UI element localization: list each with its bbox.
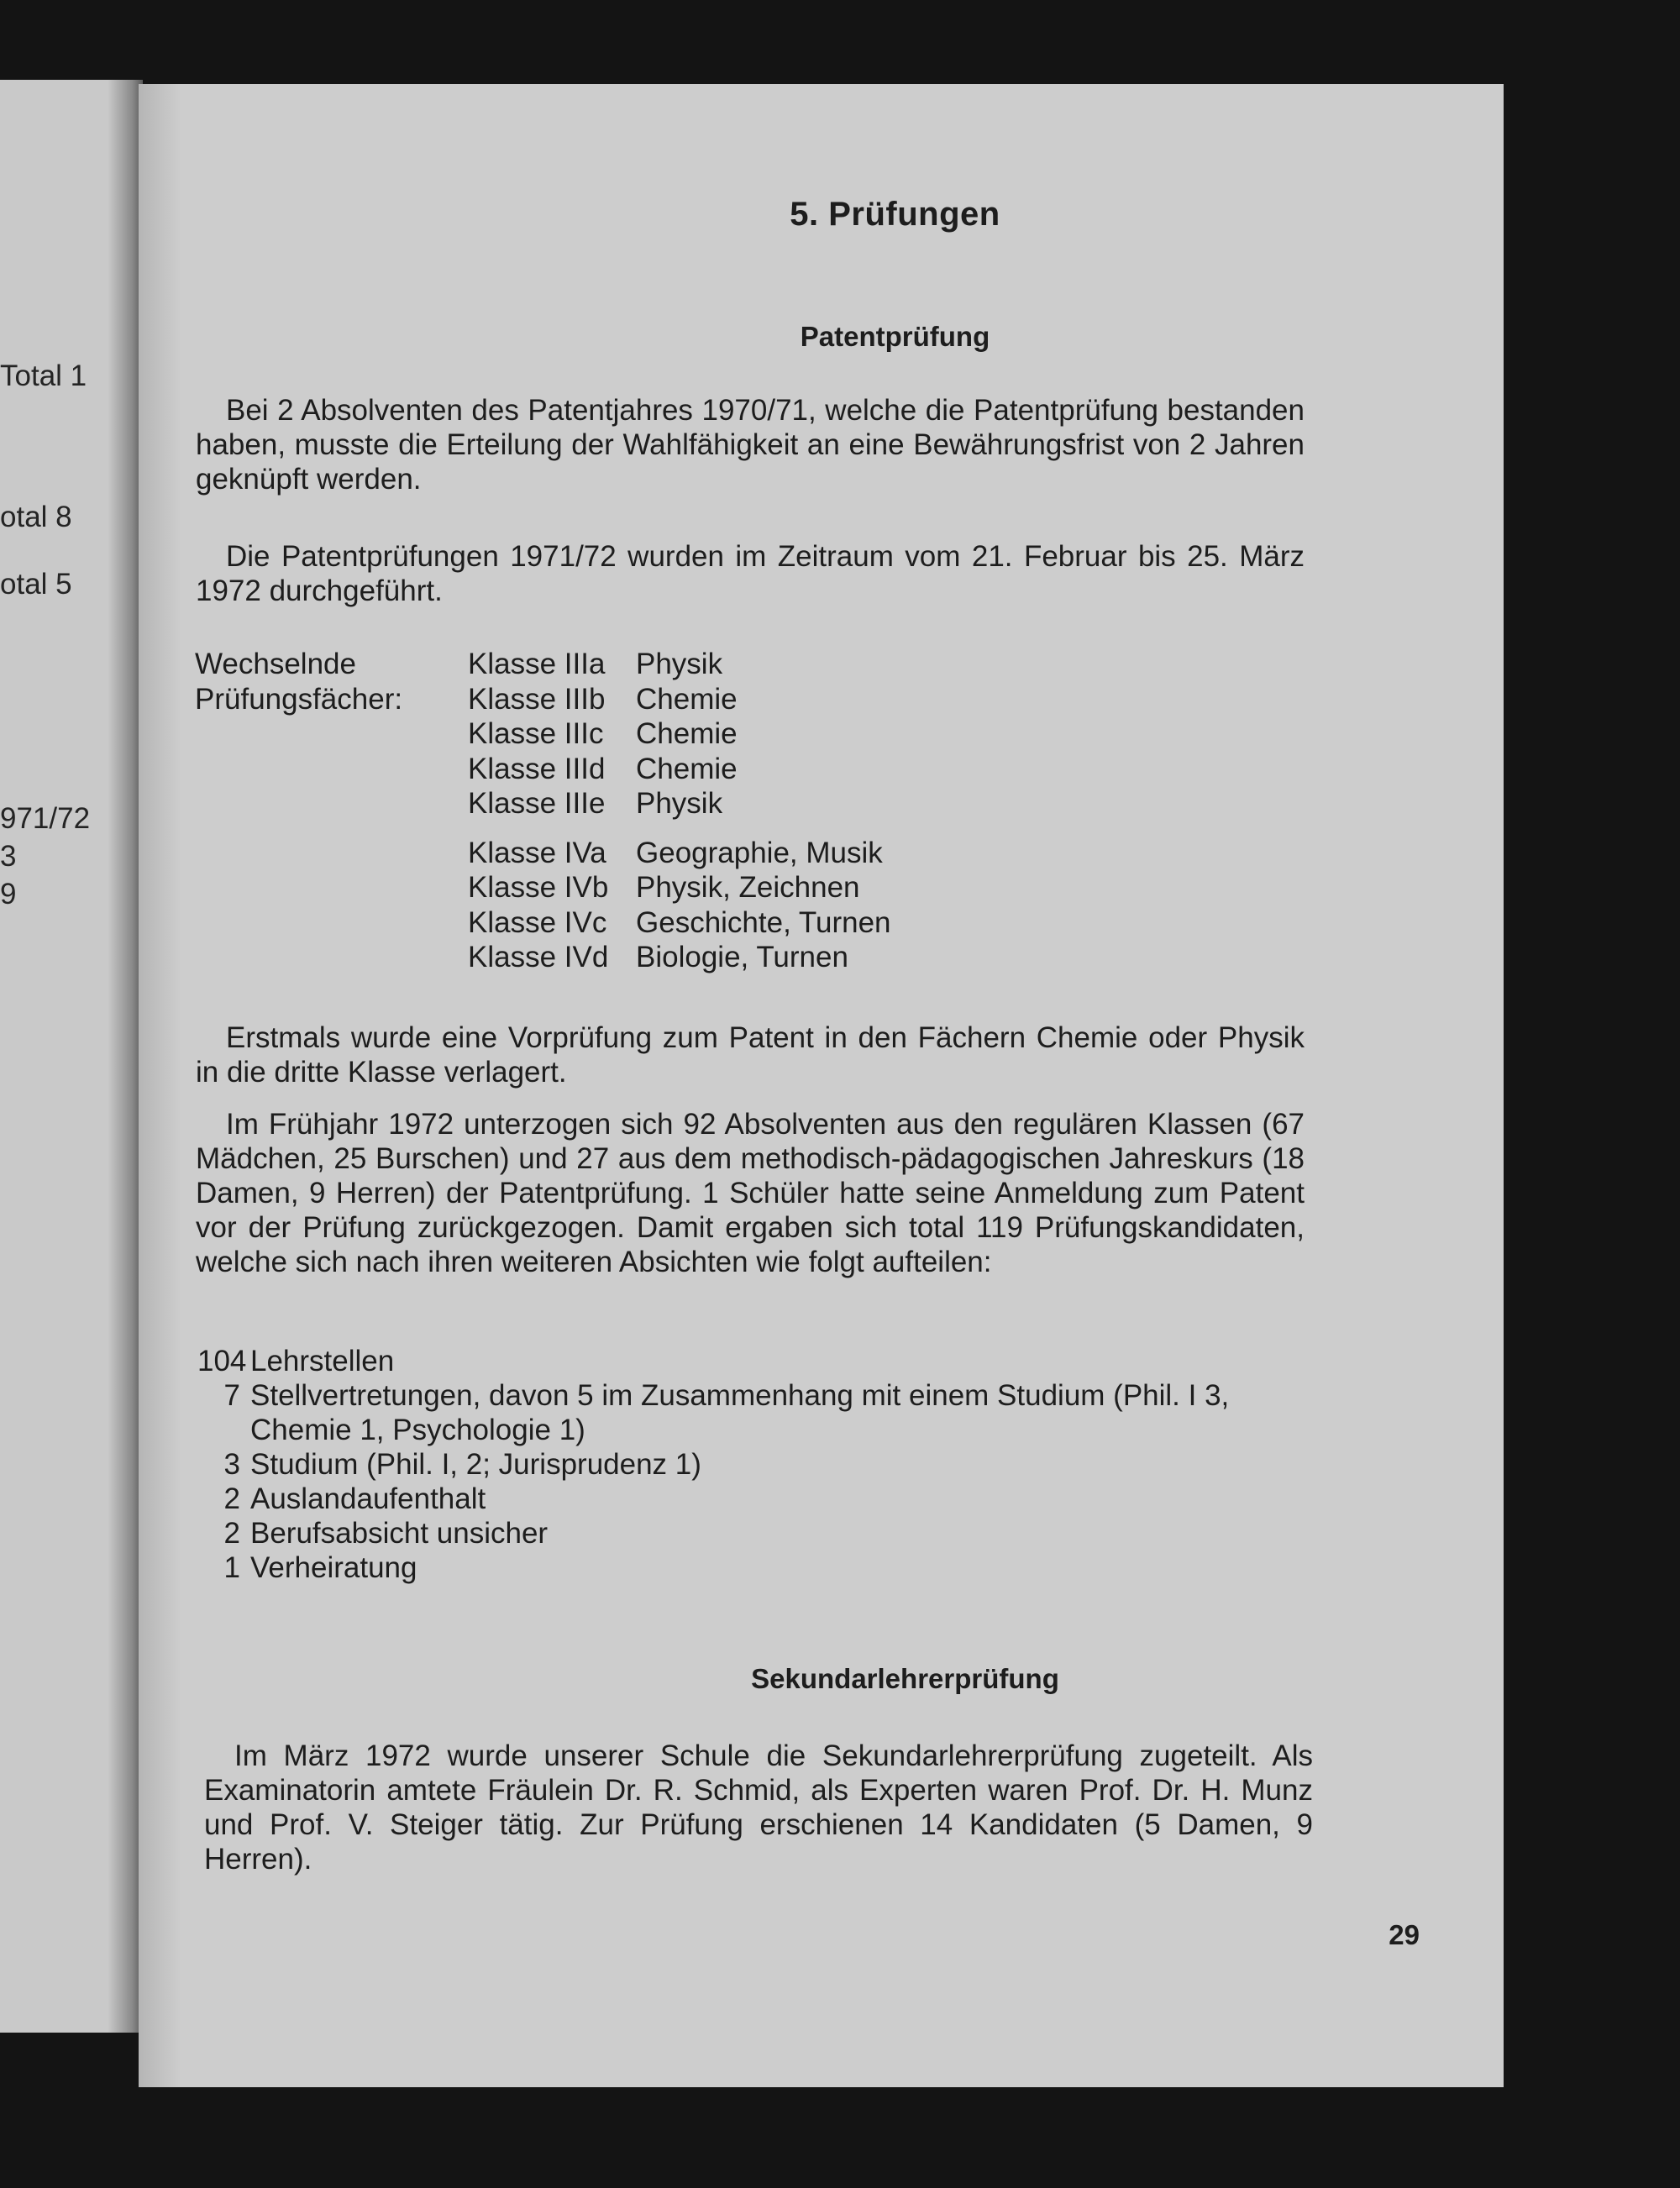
subject-row <box>468 870 891 905</box>
subject-row <box>468 752 891 787</box>
paragraph-zeitraum: Die Patentprüfungen 1971/72 wurden im Zeitraum vom 21. Februar bis 25. März 1972 durchgeführt. <box>196 540 1305 607</box>
klasse: Klasse IIIe <box>468 787 606 820</box>
left-page-fragment: 971/72 <box>0 802 91 835</box>
page-number: 29 <box>1389 1919 1420 1950</box>
subject-row <box>468 682 891 717</box>
list-item <box>197 1378 1309 1447</box>
plan-text: Auslandaufenthalt <box>250 1482 486 1515</box>
paragraph-wahlfaehigkeit: Bei 2 Absolventen des Patentjahres 1970/71, welche die Patentprüfung bestanden haben, musste die Erteilung der Wahlfähigkeit an eine Bewährungsfrist von 2 Jahren geknüpft werden. <box>196 394 1305 496</box>
list-item <box>197 1482 1309 1516</box>
fach: Physik <box>636 787 723 820</box>
subject-row <box>468 786 891 821</box>
fach: Geschichte, Turnen <box>636 905 891 939</box>
list-item <box>197 1447 1309 1482</box>
klasse: Klasse IIId <box>468 752 606 785</box>
plan-text: Lehrstellen <box>250 1345 395 1377</box>
plan-text: Stellvertretungen, davon 5 im Zusammenhang mit einem Studium (Phil. I 3, Chemie 1, Psychologie 1) <box>250 1379 1230 1446</box>
section-heading-patentpruefung: Patentprüfung <box>800 321 990 352</box>
klasse: Klasse IVd <box>468 941 609 973</box>
plans-list <box>197 1344 1309 1585</box>
klasse: Klasse IVb <box>468 871 609 904</box>
left-page-fragment: otal 8 <box>0 501 72 533</box>
paragraph-vorpruefung: Erstmals wurde eine Vorprüfung zum Patent in den Fächern Chemie oder Physik in die dritte Klasse verlagert. <box>196 1021 1305 1089</box>
list-item <box>197 1516 1309 1550</box>
plan-count: 104 <box>197 1345 247 1377</box>
plan-text: Studium (Phil. I, 2; Jurisprudenz 1) <box>250 1448 701 1481</box>
left-page-fragment: 9 <box>0 878 17 910</box>
plan-count: 2 <box>223 1482 240 1515</box>
subject-row <box>468 716 891 752</box>
paragraph-absolventen: Im Frühjahr 1972 unterzogen sich 92 Absolventen aus den regulären Klassen (67 Mädchen, 25 Burschen) und 27 aus dem methodisch-pädagogischen Jahreskurs (18 Damen, 9 Herren) der Patentprüfung. 1 Schüler hatte seine Anmeldung zum Patent vor der Prüfung zurückgezogen. Damit ergaben sich total 119 Prüfungskandidaten, welche sich nach ihren weiteren Absichten wie folgt aufteilen: <box>196 1108 1305 1278</box>
plan-text: Verheiratung <box>250 1551 417 1584</box>
left-page-fragment: Total 1 <box>0 359 87 392</box>
left-page-fragment: 3 <box>0 840 17 873</box>
klasse: Klasse IIIa <box>468 648 606 680</box>
fach: Chemie <box>636 717 738 750</box>
fach: Physik <box>636 648 723 680</box>
fach: Biologie, Turnen <box>636 941 848 973</box>
fach: Geographie, Musik <box>636 836 883 869</box>
klasse: Klasse IVc <box>468 905 607 939</box>
plan-count: 7 <box>223 1379 240 1412</box>
plan-count: 2 <box>223 1517 240 1550</box>
book-gutter <box>108 80 143 2033</box>
document-page <box>139 84 1504 2087</box>
plan-count: 1 <box>223 1551 240 1584</box>
subject-row <box>468 836 891 871</box>
fach: Chemie <box>636 752 738 785</box>
section-heading-sekundarlehrerpruefung: Sekundarlehrerprüfung <box>751 1663 1059 1694</box>
subject-row <box>468 940 891 975</box>
left-page-fragment: otal 5 <box>0 568 72 601</box>
plan-count: 3 <box>223 1448 240 1481</box>
list-item <box>197 1344 1309 1378</box>
subjects-label: Wechselnde Prüfungsfächer: <box>195 648 403 716</box>
chapter-title: 5. Prüfungen <box>790 196 1000 233</box>
subject-row <box>468 905 891 941</box>
klasse: Klasse IIIb <box>468 682 606 716</box>
paragraph-sekundarlehrer: Im März 1972 wurde unserer Schule die Sekundarlehrerprüfung zugeteilt. Als Examinatorin amtete Fräulein Dr. R. Schmid, als Experten waren Prof. Dr. H. Munz und Prof. V. Steiger tätig. Zur Prüfung erschienen 14 Kandidaten (5 Damen, 9 Herren). <box>204 1739 1313 1876</box>
klasse: Klasse IIIc <box>468 717 604 750</box>
list-item <box>197 1550 1309 1585</box>
klasse: Klasse IVa <box>468 836 606 869</box>
subject-row <box>468 647 891 682</box>
page-shadow <box>139 84 181 2087</box>
fach: Chemie <box>636 682 738 716</box>
plan-text: Berufsabsicht unsicher <box>250 1517 549 1550</box>
fach: Physik, Zeichnen <box>636 871 860 904</box>
